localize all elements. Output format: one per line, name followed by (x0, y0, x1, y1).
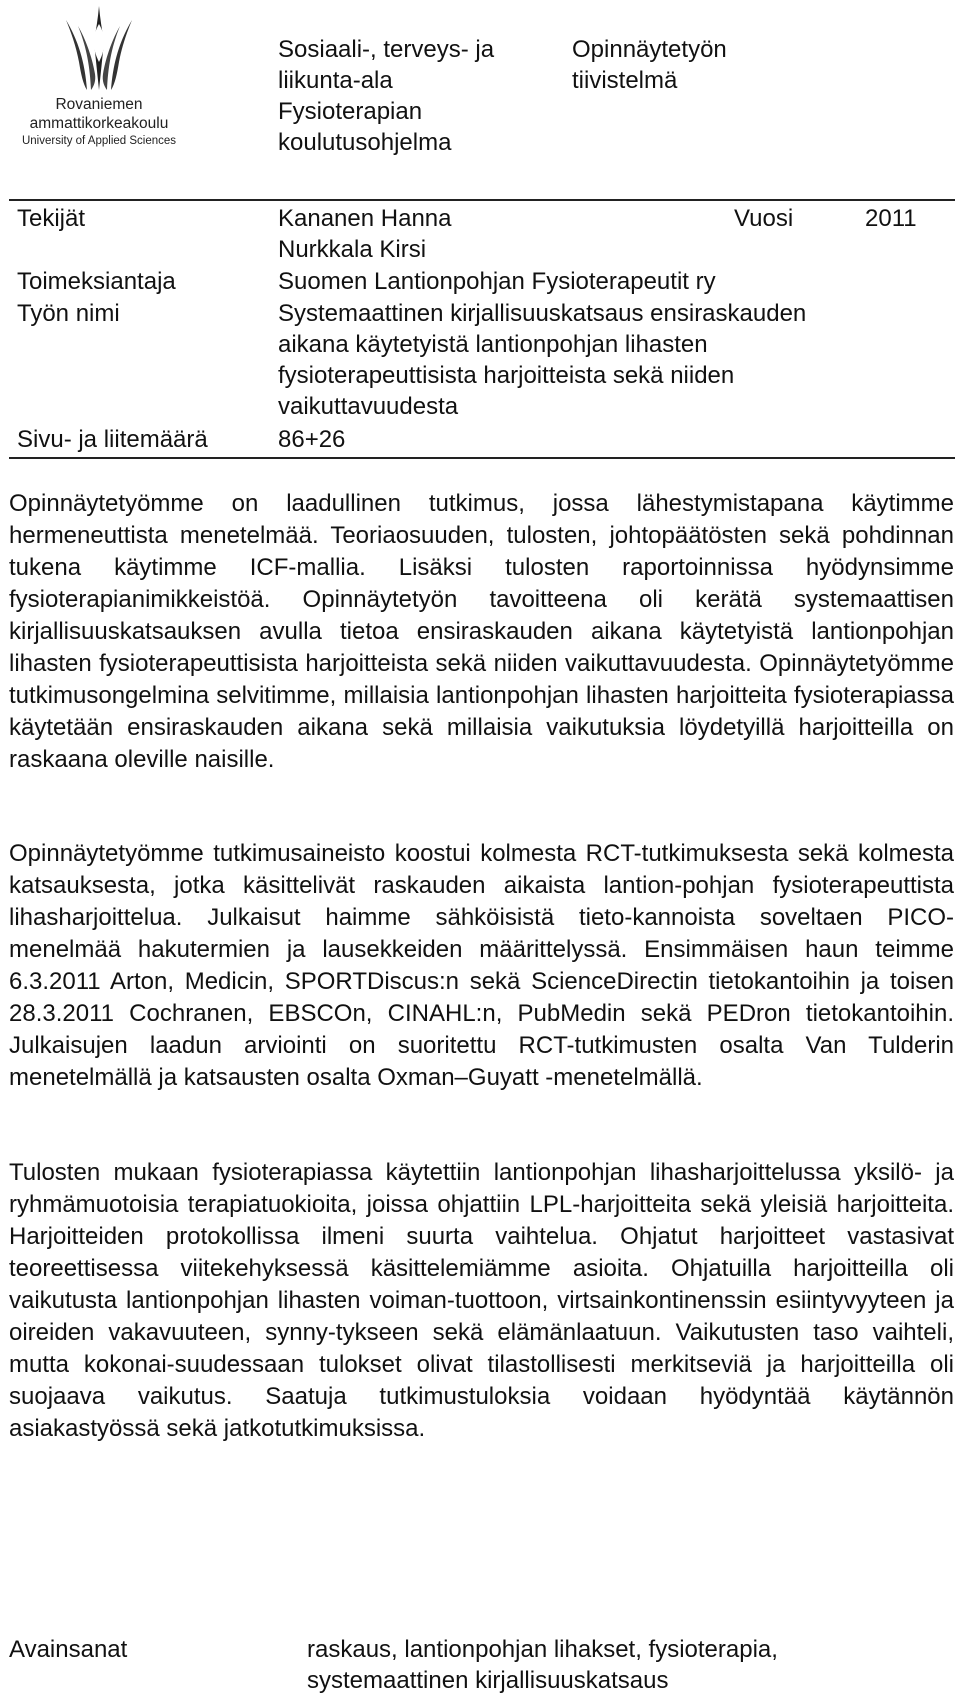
pages-label: Sivu- ja liitemäärä (17, 426, 208, 453)
title-line: fysioterapeuttisista harjoitteista sekä niiden (278, 362, 735, 389)
authors-label: Tekijät (17, 205, 86, 232)
title-label: Työn nimi (17, 300, 120, 327)
title-line: aikana käytetyistä lantionpohjan lihasten (278, 331, 708, 358)
year-value: 2011 (865, 205, 917, 232)
logo-line-1: Rovaniemen (55, 96, 143, 113)
title-line: vaikuttavuudesta (278, 393, 459, 420)
candle-emblem-icon (56, 2, 142, 94)
unit-line: Sosiaali-, terveys- ja (278, 36, 495, 63)
commissioner-label: Toimeksiantaja (17, 268, 176, 295)
abstract-paragraph-3: Tulosten mukaan fysioterapiassa käytettiin lantionpohjan lihasharjoittelussa yksilö- ja ryhmämuotoisia terapiatuokioita, joissa ohjattiin LPL-harjoitteita sekä yleisiä harjoitteita. Harjoitteiden protokollissa ilmeni suurta vaihtelua. Ohjatut harjoitteet vastasivat teoreettisessa viitekehyksessä käsittelemiämme asioita. Ohjatuilla harjoitteilla oli vaikutusta lantionpohjan lihasten voiman-tuottoon, virtsainkontinenssin esiintyvyyteen ja oireiden vakavuuteen, synny-tykseen sekä elämänlaatuun. Vaikutusten taso vaihteli, mutta kokonai-suudessaan tulokset olivat tilastollisesti merkitseviä ja harjoitteilla oli suojaava vaikutus. Saatuja tutkimustuloksia voidaan hyödyntää käytännön asiakastyössä sekä jatkotutkimuksissa. (9, 1159, 954, 1442)
abstract-paragraph-2: Opinnäytetyömme tutkimusaineisto koostui kolmesta RCT-tutkimuksesta sekä kolmesta katsauksesta, jotka käsittelivät raskauden aikaista lantion-pohjan fysioterapeuttista lihasharjoittelua. Julkaisut haimme sähköisistä tieto-kannoista soveltaen PICO-menelmää hakutermien ja lausekkeiden määrittelyssä. Ensimmäisen haun teimme 6.3.2011 Arton, Medicin, SPORTDiscus:n sekä ScienceDirectin tietokantoihin ja toisen 28.3.2011 Cochranen, EBSCOn, CINAHL:n, PubMedin sekä PEDron tietokantoihin. Julkaisujen laadun arviointi on suoritettu RCT-tutkimusten osalta Van Tulderin menetelmällä ja katsausten osalta Oxman–Guyatt -menetelmällä. (9, 840, 954, 1091)
keywords-value (307, 1634, 778, 1696)
abstract-paragraph-1: Opinnäytetyömme on laadullinen tutkimus, jossa lähestymistapana käytimme hermeneuttista menetelmää. Teoriaosuuden, tulosten, johtopäätösten sekä pohdinnan tukena käytimme ICF-mallia. Lisäksi tulosten raportoinnissa hyödynsimme fysioterapianimikkeistöä. Opinnäytetyön tavoitteena oli kerätä systemaattisen kirjallisuuskatsauksen avulla tietoa ensiraskauden aikana käytetyistä lantionpohjan lihasten fysioterapeuttisista harjoitteista sekä niiden vaikuttavuudesta. Opinnäytetyömme tutkimusongelmina selvitimme, millaisia lantionpohjan lihasten harjoitteita fysioterapiassa käytetään ensiraskauden aikana sekä millaisia vaikutuksia löydetyillä harjoitteilla on raskaana oleville naisille. (9, 490, 954, 773)
doc-type-line: Opinnäytetyön (572, 36, 727, 63)
author-name: Kananen Hanna (278, 205, 452, 232)
university-logo (8, 2, 190, 152)
unit-line: koulutusohjelma (278, 129, 452, 156)
unit-line: liikunta-ala (278, 67, 393, 94)
keywords-line: raskaus, lantionpohjan lihakset, fysioterapia, (307, 1636, 778, 1663)
pages-value: 86+26 (278, 426, 346, 453)
bottom-divider (9, 457, 955, 459)
logo-line-2: ammattikorkeakoulu (29, 115, 169, 132)
top-divider (9, 199, 955, 201)
title-line: Systemaattinen kirjallisuuskatsaus ensiraskauden (278, 300, 807, 327)
unit-name (278, 34, 494, 158)
logo-line-3: University of Applied Sciences (21, 135, 177, 147)
author-name: Nurkkala Kirsi (278, 236, 427, 263)
commissioner-value: Suomen Lantionpohjan Fysioterapeutit ry (278, 268, 716, 295)
keywords-line: systemaattinen kirjallisuuskatsaus (307, 1667, 669, 1694)
doc-type-line: tiivistelmä (572, 67, 678, 94)
document-type (572, 34, 727, 96)
thesis-title (278, 298, 806, 422)
year-label: Vuosi (734, 205, 794, 232)
unit-line: Fysioterapian (278, 98, 423, 125)
keywords-label: Avainsanat (9, 1636, 128, 1663)
